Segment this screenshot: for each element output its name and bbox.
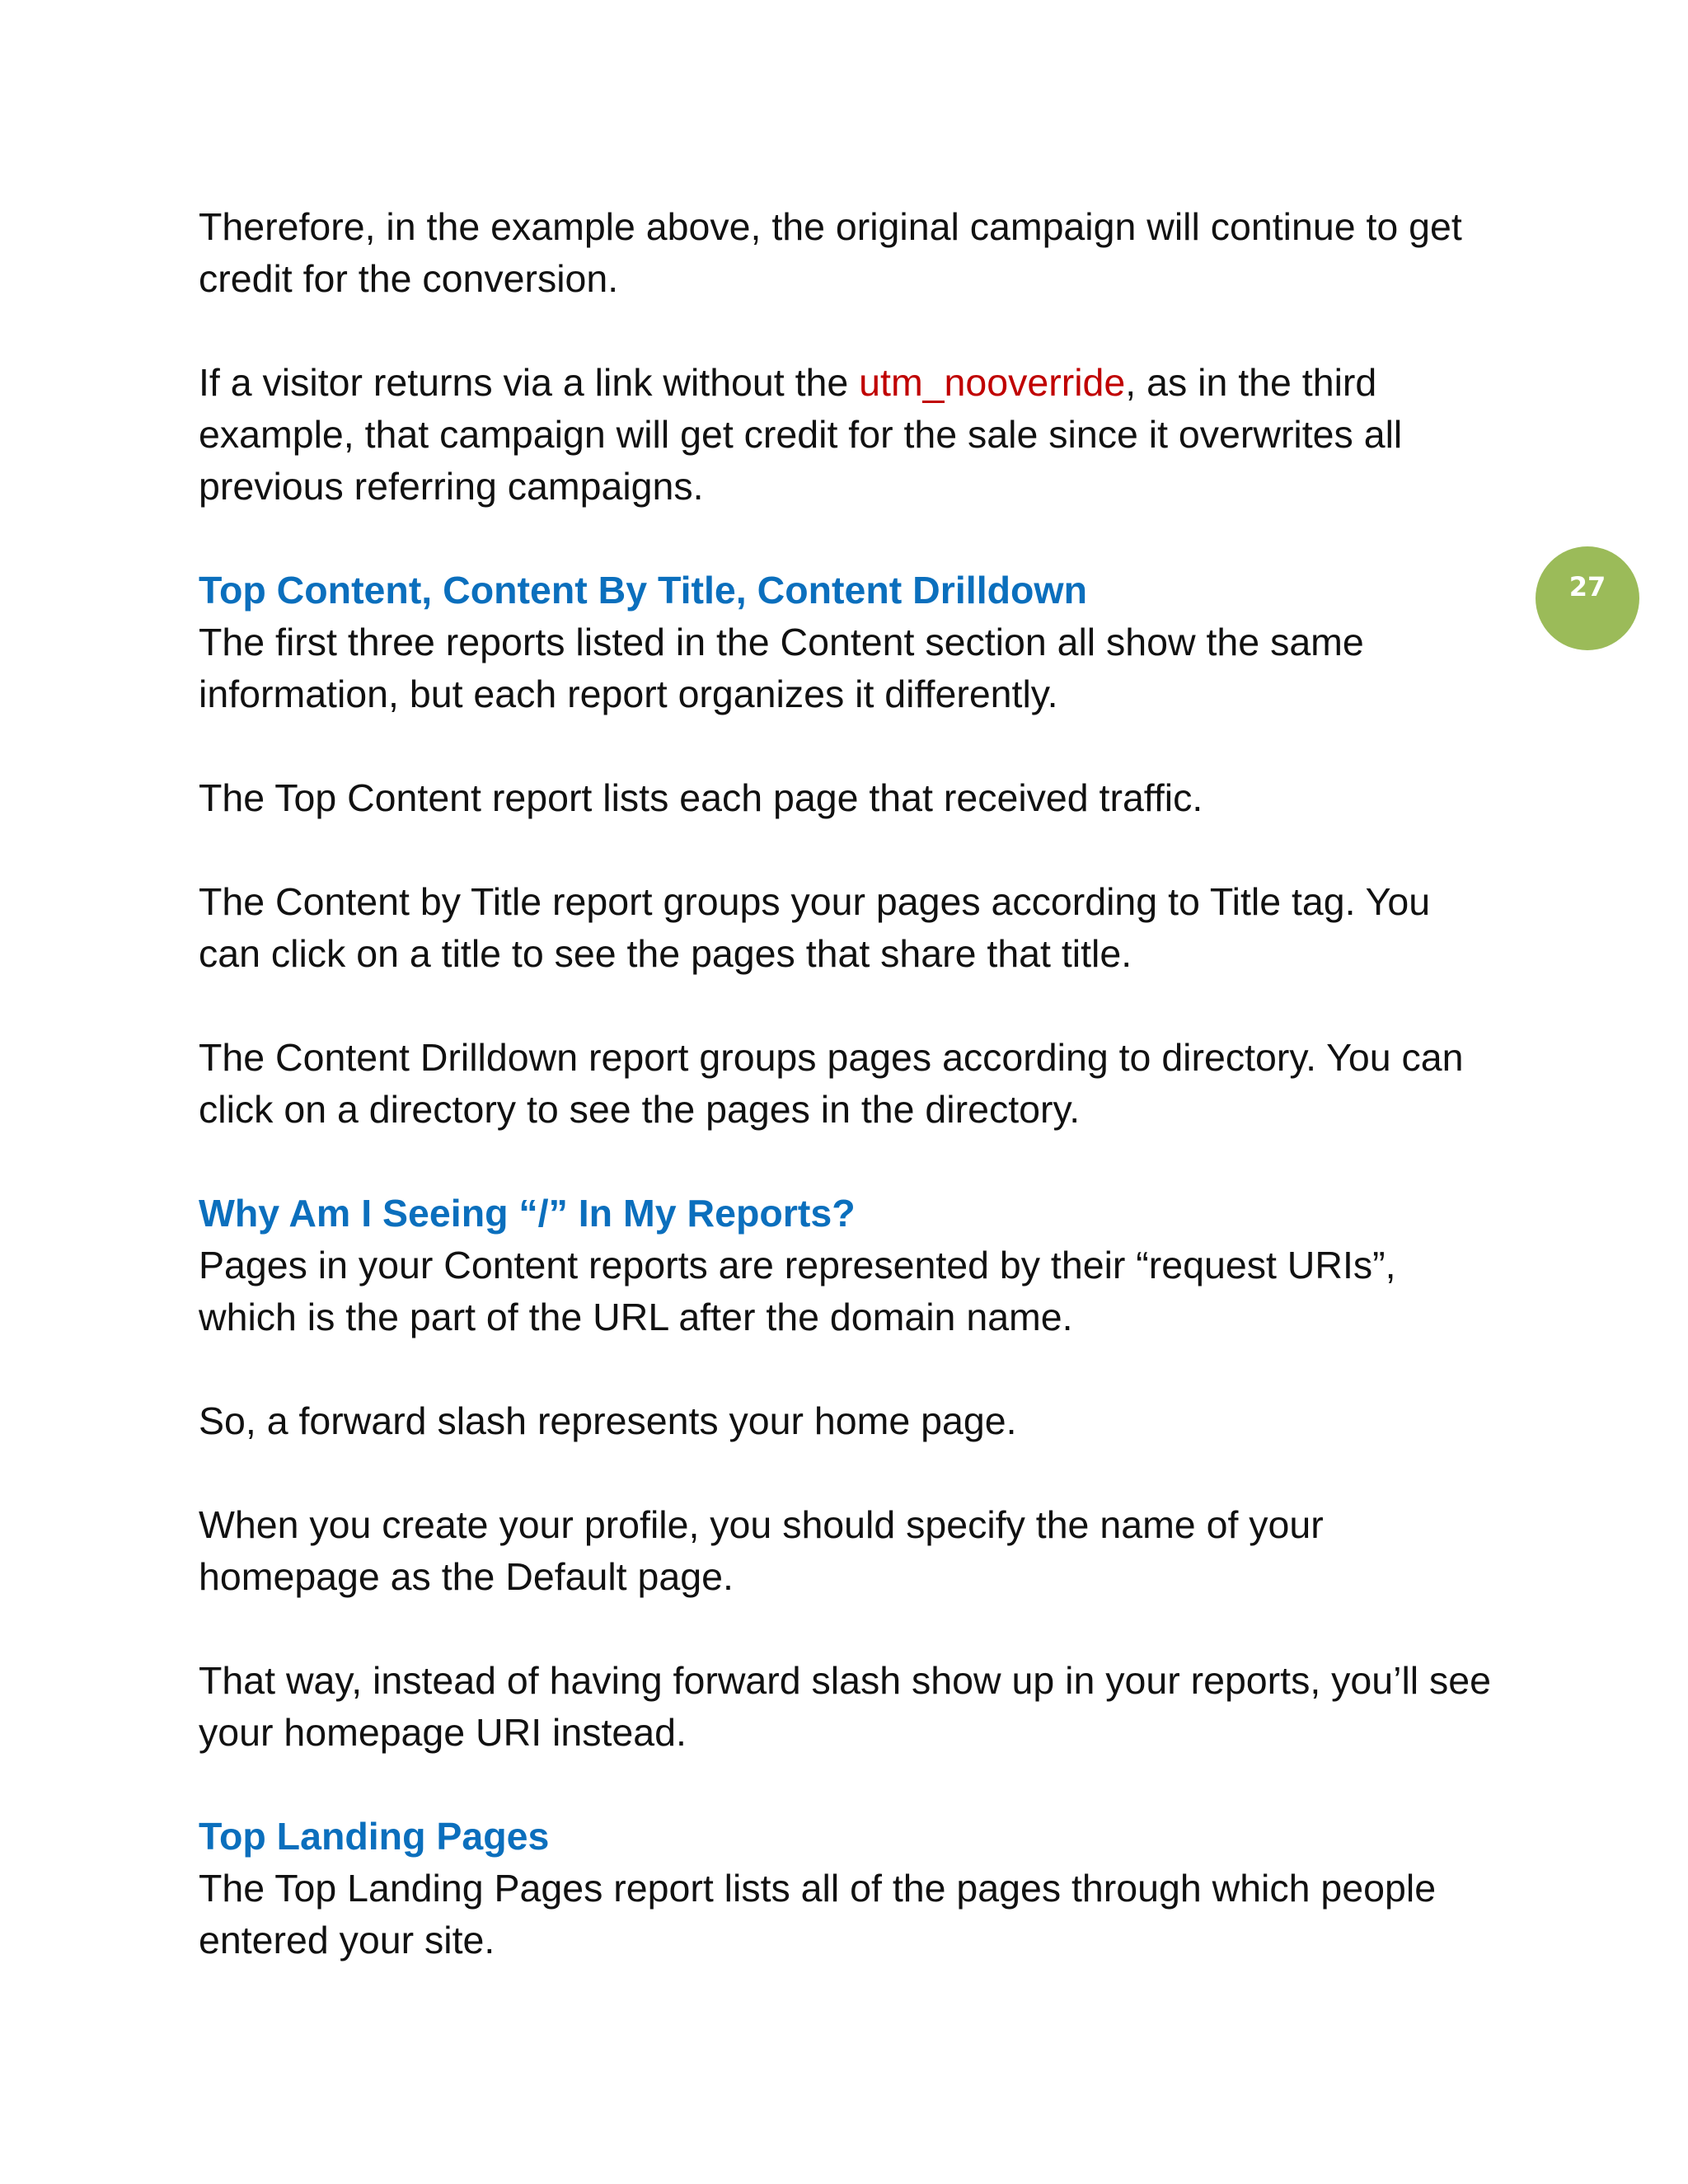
- paragraph-text-end: , as in the third example, that campaign will get credit for the sale since it overwrites all previous referring campaigns.: [199, 361, 1403, 508]
- heading-why-slash: Why Am I Seeing “/” In My Reports?: [199, 1192, 856, 1235]
- page-number: 27: [1568, 571, 1606, 602]
- heading-top-landing-pages: Top Landing Pages: [199, 1815, 550, 1858]
- document-body: [199, 201, 1501, 2018]
- paragraph-homepage-uri: That way, instead of having forward slash show up in your reports, you’ll see your homepage URI instead.: [199, 1659, 1492, 1754]
- paragraph-top-content: The Top Content report lists each page that received traffic.: [199, 776, 1203, 819]
- paragraph-campaign-credit: Therefore, in the example above, the original campaign will continue to get credit for the conversion.: [199, 205, 1462, 300]
- paragraph-landing-pages: The Top Landing Pages report lists all of the pages through which people entered your site.: [199, 1867, 1437, 1961]
- page-number-badge: [1536, 546, 1639, 650]
- paragraph-utm-nooverride: [199, 357, 1501, 513]
- paragraph-content-drilldown: The Content Drilldown report groups pages according to directory. You can click on a directory to see the pages in the directory.: [199, 1036, 1464, 1131]
- paragraph-content-section: The first three reports listed in the Content section all show the same information, but each report organizes it differently.: [199, 621, 1364, 715]
- heading-top-content: Top Content, Content By Title, Content Drilldown: [199, 569, 1087, 612]
- paragraph-forward-slash: So, a forward slash represents your home page.: [199, 1399, 1017, 1442]
- paragraph-text-start: If a visitor returns via a link without the: [199, 361, 860, 404]
- utm-nooverride-term: utm_nooverride: [859, 361, 1126, 404]
- paragraph-content-by-title: The Content by Title report groups your pages according to Title tag. You can click on a title to see the pages that share that title.: [199, 880, 1431, 975]
- paragraph-default-page: When you create your profile, you should specify the name of your homepage as the Default page.: [199, 1503, 1324, 1598]
- paragraph-request-uris: Pages in your Content reports are represented by their “request URIs”, which is the part of the URL after the domain name.: [199, 1244, 1396, 1338]
